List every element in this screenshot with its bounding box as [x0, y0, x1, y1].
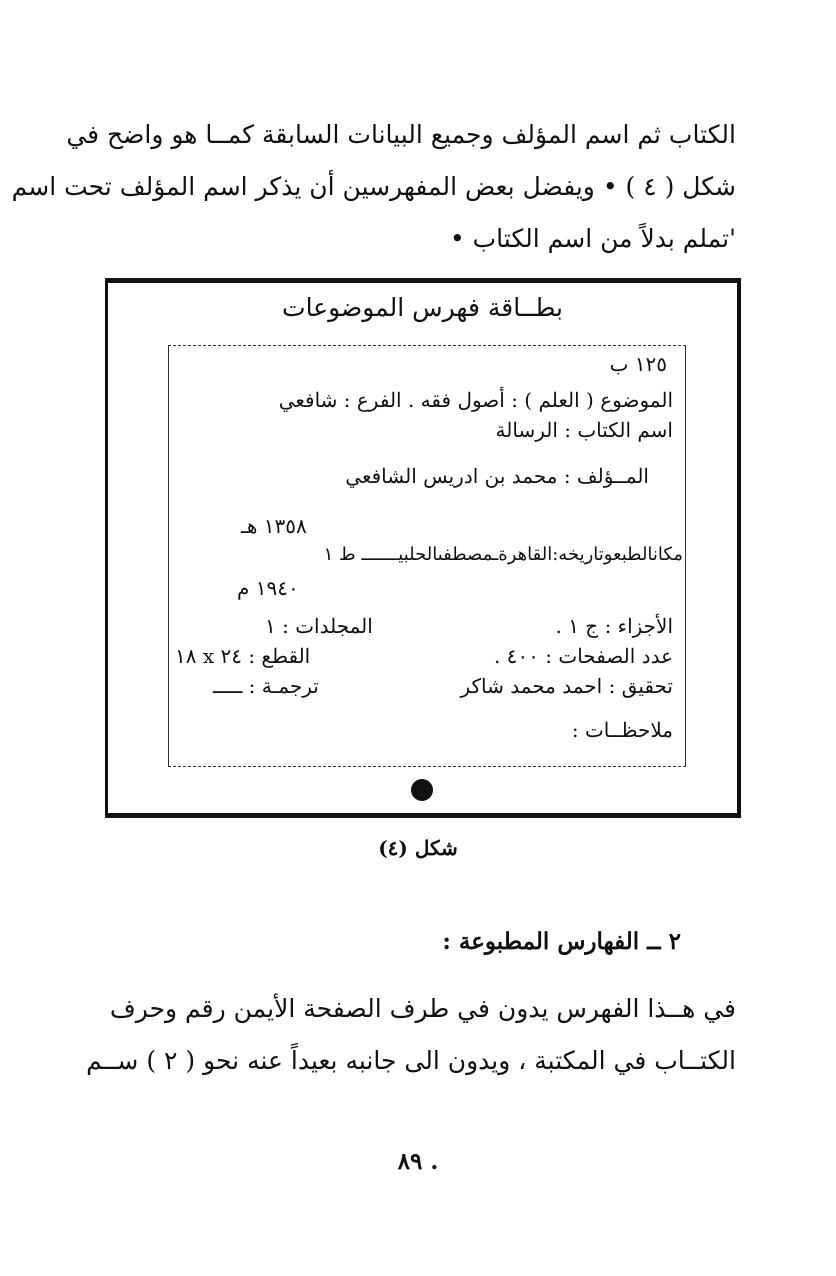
body-line-1: في هــذا الفهرس يدون في طرف الصفحة الأيمن رقم وحرف [109, 994, 736, 1023]
subject-field: الموضوع ( العلم ) : أصول فقه . الفرع : شافعي [278, 388, 673, 412]
intro-line-2: شكل ( ٤ ) • ويفضل بعض المفهرسين أن يذكر اسم المؤلف تحت اسم [11, 172, 736, 201]
card-title: بطــاقة فهرس الموضوعات [282, 293, 563, 322]
section-heading: ٢ ــ الفهارس المطبوعة : [442, 928, 681, 955]
figure-caption: شكل (٤) [378, 836, 458, 860]
card-inner-frame [168, 345, 686, 767]
parts-field: الأجزاء : ج ١ . [555, 614, 673, 638]
intro-line-3: 'تملم بدلاً من اسم الكتاب • [449, 224, 736, 253]
pages-field: عدد الصفحات : ٤٠٠ . [493, 644, 673, 668]
size-field: القطع : ٢٤ x ١٨ [175, 644, 311, 668]
gregorian-year: ١٩٤٠ م [237, 576, 299, 600]
intro-line-1: الكتاب ثم اسم المؤلف وجميع البيانات السابقة كمــا هو واضح في [66, 120, 736, 149]
hijri-year: ١٣٥٨ هـ [241, 514, 307, 538]
book-title-field: اسم الكتاب : الرسالة [495, 418, 673, 442]
volumes-field: المجلدات : ١ [265, 614, 373, 638]
publication-field: مكانالطبعوتاريخه:القاهرةـمصطفىالحلبيـــــــ ط ١ [323, 544, 683, 565]
body-line-2: الكتــاب في المكتبة ، ويدون الى جانبه بعيداً عنه نحو ( ٢ ) ســم [86, 1046, 736, 1075]
editor-field: تحقيق : احمد محمد شاكر [460, 674, 673, 698]
author-field: المــؤلف : محمد بن ادريس الشافعي [345, 464, 649, 488]
call-number: ١٢٥ ب [609, 352, 667, 376]
card-punch-hole [411, 779, 433, 801]
translation-field: ترجمـة : ـــــ [213, 674, 319, 698]
page-number: . ٨٩ [397, 1148, 439, 1175]
subject-catalog-card [105, 278, 741, 818]
notes-field: ملاحظــات : [571, 718, 673, 742]
